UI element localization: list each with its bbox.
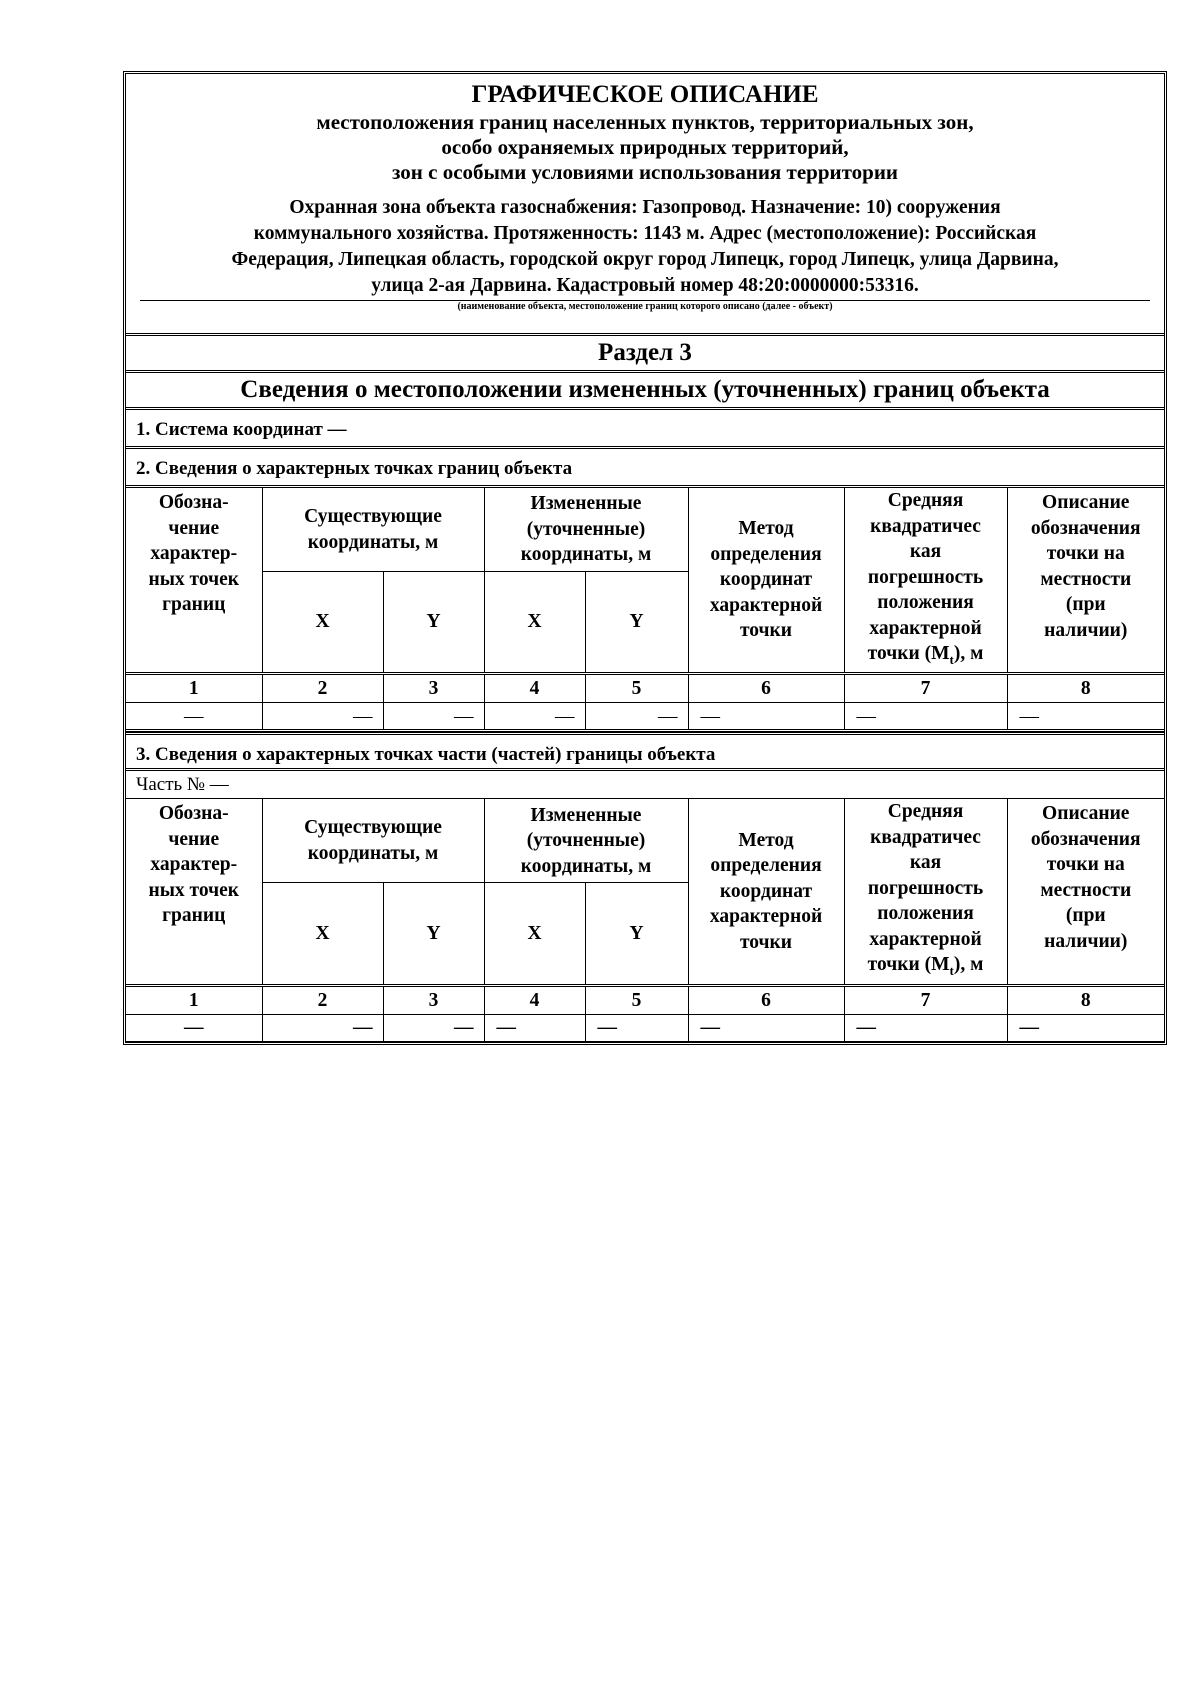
object-line-1: Охранная зона объекта газоснабжения: Газопровод. Назначение: 10) сооружения xyxy=(289,197,1001,218)
column-number: 3 xyxy=(383,985,484,1014)
col-existing-y: Y xyxy=(383,883,484,985)
column-number: 4 xyxy=(484,674,585,703)
table-cell: — xyxy=(585,1014,688,1041)
object-line-3: Федерация, Липецкая область, городской округ город Липецк, город Липецк, улица Дарвина, xyxy=(231,249,1059,270)
col-designation-header: Обозна- чение характер- ных точек границ xyxy=(126,488,262,674)
section-number: Раздел 3 xyxy=(126,336,1164,373)
table-cell: — xyxy=(844,1014,1007,1041)
object-line-4: улица 2-ая Дарвина. Кадастровый номер 48:20:0000000:53316. xyxy=(371,275,919,296)
document-frame xyxy=(123,71,1167,1045)
column-numbers-row xyxy=(126,985,1164,1014)
table-cell: — xyxy=(262,1014,383,1041)
col-changed-y: Y xyxy=(585,572,688,674)
column-number: 1 xyxy=(126,985,262,1014)
col-changed-header: Измененные (уточненные) координаты, м xyxy=(484,488,688,572)
table-cell: — xyxy=(484,1014,585,1041)
column-number: 4 xyxy=(484,985,585,1014)
column-number: 1 xyxy=(126,674,262,703)
table-cell: — xyxy=(1007,1014,1164,1041)
table-cell: — xyxy=(262,703,383,731)
col-method-header: Метод определения координат характерной точки xyxy=(688,799,844,985)
col-existing-header: Существующие координаты, м xyxy=(262,488,484,572)
col-existing-x: X xyxy=(262,572,383,674)
document-title: ГРАФИЧЕСКОЕ ОПИСАНИЕ xyxy=(471,81,819,108)
column-number: 6 xyxy=(688,985,844,1014)
table-cell: — xyxy=(484,703,585,731)
table-cell: — xyxy=(688,703,844,731)
col-existing-y: Y xyxy=(383,572,484,674)
table-cell: — xyxy=(383,1014,484,1041)
col-error-header: Средняя квадратичес кая погрешность положения характерной точки $(M_t)$, м xyxy=(844,488,1007,674)
column-number: 2 xyxy=(262,674,383,703)
table-cell: — xyxy=(126,1014,262,1041)
column-number: 7 xyxy=(844,985,1007,1014)
column-number: 5 xyxy=(585,985,688,1014)
table-cell: — xyxy=(126,703,262,731)
col-existing-x: X xyxy=(262,883,383,985)
points-section-label: 2. Сведения о характерных точках границ объекта xyxy=(126,449,1164,488)
col-error-header: Средняя квадратичес кая погрешность положения характерной точки $(M_t)$, м xyxy=(844,799,1007,985)
object-caption: (наименование объекта, местоположение границ которого описано (далее - объект) xyxy=(457,301,833,312)
part-number-label: Часть № — xyxy=(126,771,1164,799)
column-number: 5 xyxy=(585,674,688,703)
column-number: 3 xyxy=(383,674,484,703)
col-changed-header: Измененные (уточненные) координаты, м xyxy=(484,799,688,883)
document-header xyxy=(126,74,1164,336)
col-existing-header: Существующие координаты, м xyxy=(262,799,484,883)
table-cell: — xyxy=(844,703,1007,731)
subtitle-line-3: зон с особыми условиями использования территории xyxy=(391,160,899,184)
table-row xyxy=(126,1014,1164,1041)
table-cell: — xyxy=(1007,703,1164,731)
section-title: Сведения о местоположении измененных (уточненных) границ объекта xyxy=(126,373,1164,410)
table-cell: — xyxy=(383,703,484,731)
column-number: 7 xyxy=(844,674,1007,703)
col-changed-x: X xyxy=(484,883,585,985)
subtitle-line-2: особо охраняемых природных территорий, xyxy=(441,135,849,159)
col-description-header: Описание обозначения точки на местности (при наличии) xyxy=(1007,799,1164,985)
column-numbers-row xyxy=(126,674,1164,703)
points-table xyxy=(126,488,1164,732)
coordinate-system-label: 1. Система координат — xyxy=(126,410,1164,449)
object-line-2: коммунального хозяйства. Протяженность: 1143 м. Адрес (местоположение): Российская xyxy=(253,223,1037,244)
col-designation-header: Обозна- чение характер- ных точек границ xyxy=(126,799,262,985)
table-cell: — xyxy=(688,1014,844,1041)
object-description xyxy=(140,195,1150,299)
column-number: 2 xyxy=(262,985,383,1014)
parts-section-label: 3. Сведения о характерных точках части (частей) границы объекта xyxy=(126,732,1164,771)
col-description-header: Описание обозначения точки на местности (при наличии) xyxy=(1007,488,1164,674)
col-changed-y: Y xyxy=(585,883,688,985)
column-number: 6 xyxy=(688,674,844,703)
parts-points-table xyxy=(126,799,1164,1041)
column-number: 8 xyxy=(1007,985,1164,1014)
table-cell: — xyxy=(585,703,688,731)
subtitle-line-1: местоположения границ населенных пунктов, территориальных зон, xyxy=(316,110,974,134)
col-method-header: Метод определения координат характерной точки xyxy=(688,488,844,674)
col-changed-x: X xyxy=(484,572,585,674)
column-number: 8 xyxy=(1007,674,1164,703)
table-row xyxy=(126,703,1164,731)
